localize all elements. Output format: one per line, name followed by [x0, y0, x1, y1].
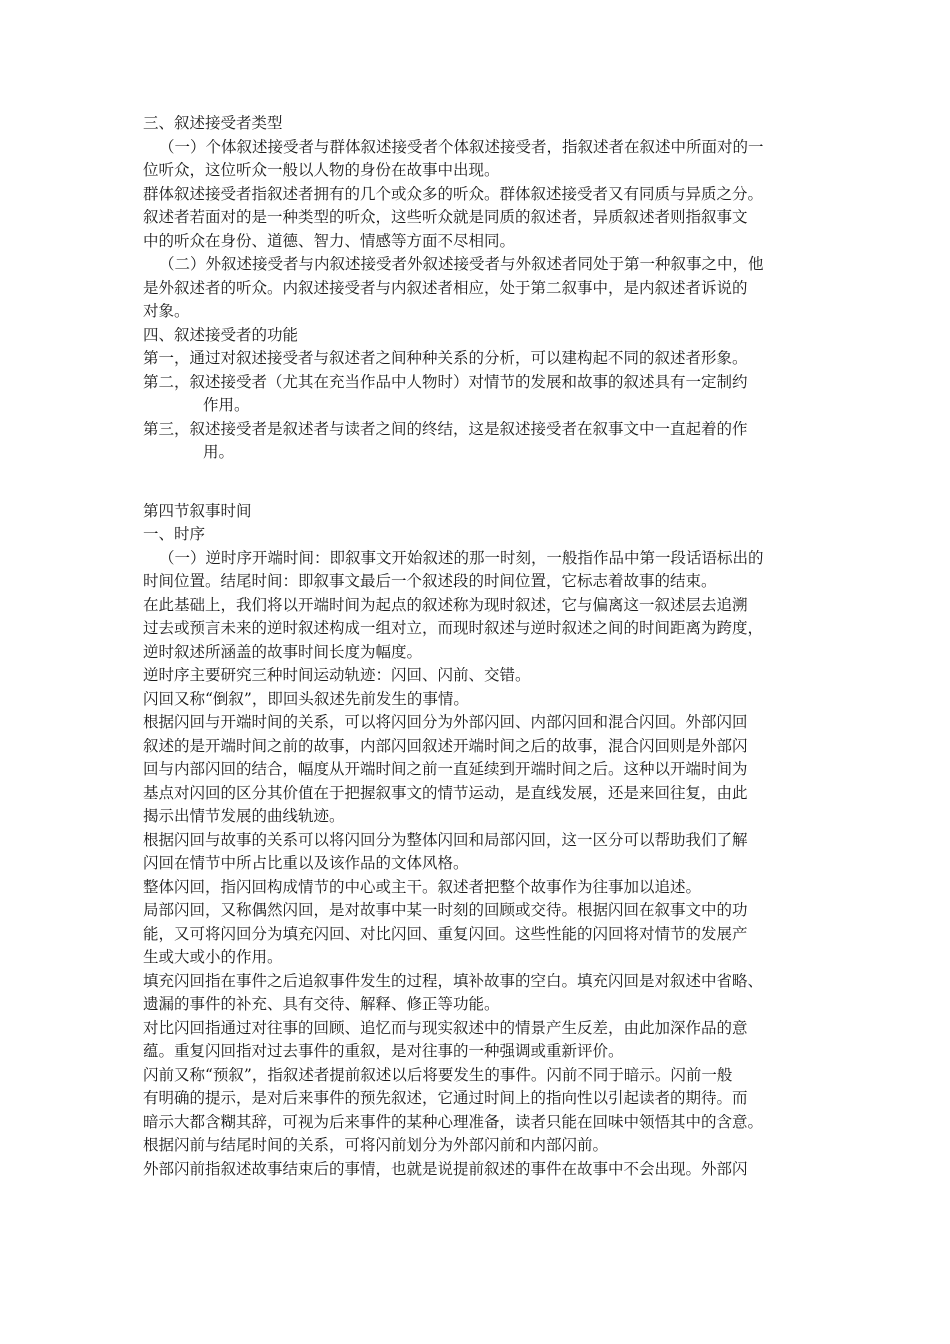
text-line: （一）逆时序开端时间：即叙事文开始叙述的那一时刻，一般指作品中第一段话语标出的	[159, 548, 764, 567]
text-line: （一）个体叙述接受者与群体叙述接受者个体叙述接受者，指叙述者在叙述中所面对的一	[159, 137, 764, 156]
text-line: （二）外叙述接受者与内叙述接受者外叙述接受者与外叙述者同处于第一种叙事之中，他	[159, 255, 764, 273]
text-line: 填充闪回指在事件之后追叙事件发生的过程，填补故事的空白。填充闪回是对叙述中省略、	[143, 971, 764, 990]
text-line: 第三，叙述接受者是叙述者与读者之间的终结，这是叙述接受者在叙事文中一直起着的作	[143, 419, 748, 438]
document-body	[143, 112, 833, 1181]
text-line: 时间位置。结尾时间：即叙事文最后一个叙述段的时间位置，它标志着故事的结束。	[143, 572, 717, 590]
text-line: 用。	[203, 443, 235, 461]
text-line: 是外叙述者的听众。内叙述接受者与内叙述者相应，处于第二叙事中，是内叙述者诉说的	[143, 278, 748, 297]
text-line: 根据闪前与结尾时间的关系，可将闪前划分为外部闪前和内部闪前。	[143, 1136, 609, 1154]
text-line: 外部闪前指叙述故事结束后的事情，也就是说提前叙述的事件在故事中不会出现。外部闪	[143, 1159, 748, 1178]
text-line: 揭示出情节发展的曲线轨迹。	[143, 807, 345, 825]
text-line: 基点对闪回的区分其价值在于把握叙事文的情节运动，是直线发展，还是来回往复，由此	[143, 783, 748, 802]
text-line: 局部闪回，又称偶然闪回，是对故事中某一时刻的回顾或交待。根据闪回在叙事文中的功	[143, 901, 748, 919]
text-line: 回与内部闪回的结合，幅度从开端时间之前一直延续到开端时间之后。这种以开端时间为	[143, 760, 748, 778]
text-line: 整体闪回，指闪回构成情节的中心或主干。叙述者把整个故事作为往事加以追述。	[143, 877, 702, 896]
text-line: 中的听众在身份、道德、智力、情感等方面不尽相同。	[143, 231, 516, 250]
text-line: 位听众，这位听众一般以人物的身份在故事中出现。	[143, 161, 500, 179]
text-line: 暗示大都含糊其辞，可视为后来事件的某种心理准备，读者只能在回味中领悟其中的含意。	[143, 1112, 764, 1131]
text-line: 闪前又称“预叙”，指叙述者提前叙述以后将要发生的事件。闪前不同于暗示。闪前一般	[143, 1065, 733, 1084]
text-line: 叙述者若面对的是一种类型的听众，这些听众就是同质的叙述者，异质叙述者则指叙事文	[143, 208, 748, 226]
text-line: 群体叙述接受者指叙述者拥有的几个或众多的听众。群体叙述接受者又有同质与异质之分。	[143, 184, 764, 203]
text-line: 遗漏的事件的补充、具有交待、解释、修正等功能。	[143, 995, 500, 1013]
section-gap	[143, 465, 833, 500]
text-line: 根据闪回与开端时间的关系，可以将闪回分为外部闪回、内部闪回和混合闪回。外部闪回	[143, 713, 748, 731]
text-line: 蕴。重复闪回指对过去事件的重叙，是对往事的一种强调或重新评价。	[143, 1042, 624, 1060]
text-line: 闪回在情节中所占比重以及该作品的文体风格。	[143, 854, 469, 872]
heading: 一、时序	[143, 525, 206, 543]
section-title: 第四节叙事时间	[143, 501, 252, 520]
text-line: 闪回又称“倒叙”，即回头叙述先前发生的事情。	[143, 689, 469, 708]
text-line: 逆时序主要研究三种时间运动轨迹：闪回、闪前、交错。	[143, 666, 531, 684]
text-line: 对比闪回指通过对往事的回顾、追忆而与现实叙述中的情景产生反差，由此加深作品的意	[143, 1018, 748, 1037]
text-line: 在此基础上，我们将以开端时间为起点的叙述称为现时叙述，它与偏离这一叙述层去追溯	[143, 595, 748, 614]
text-line: 逆时叙述所涵盖的故事时间长度为幅度。	[143, 642, 423, 661]
text-line: 对象。	[143, 302, 190, 320]
heading: 三、叙述接受者类型	[143, 114, 283, 132]
text-line: 作用。	[203, 396, 250, 414]
text-line: 能，又可将闪回分为填充闪回、对比闪回、重复闪回。这些性能的闪回将对情节的发展产	[143, 924, 748, 943]
text-line: 第二，叙述接受者（尤其在充当作品中人物时）对情节的发展和故事的叙述具有一定制约	[143, 372, 748, 391]
text-line: 生或大或小的作用。	[143, 948, 283, 966]
text-line: 有明确的提示，是对后来事件的预先叙述，它通过时间上的指向性以引起读者的期待。而	[143, 1089, 748, 1107]
text-line: 过去或预言未来的逆时叙述构成一组对立，而现时叙述与逆时叙述之间的时间距离为跨度，	[143, 619, 764, 637]
heading: 四、叙述接受者的功能	[143, 325, 299, 344]
text-line: 叙述的是开端时间之前的故事，内部闪回叙述开端时间之后的故事，混合闪回则是外部闪	[143, 736, 748, 755]
text-line: 第一，通过对叙述接受者与叙述者之间种种关系的分析，可以建构起不同的叙述者形象。	[143, 349, 748, 367]
text-line: 根据闪回与故事的关系可以将闪回分为整体闪回和局部闪回，这一区分可以帮助我们了解	[143, 830, 748, 849]
